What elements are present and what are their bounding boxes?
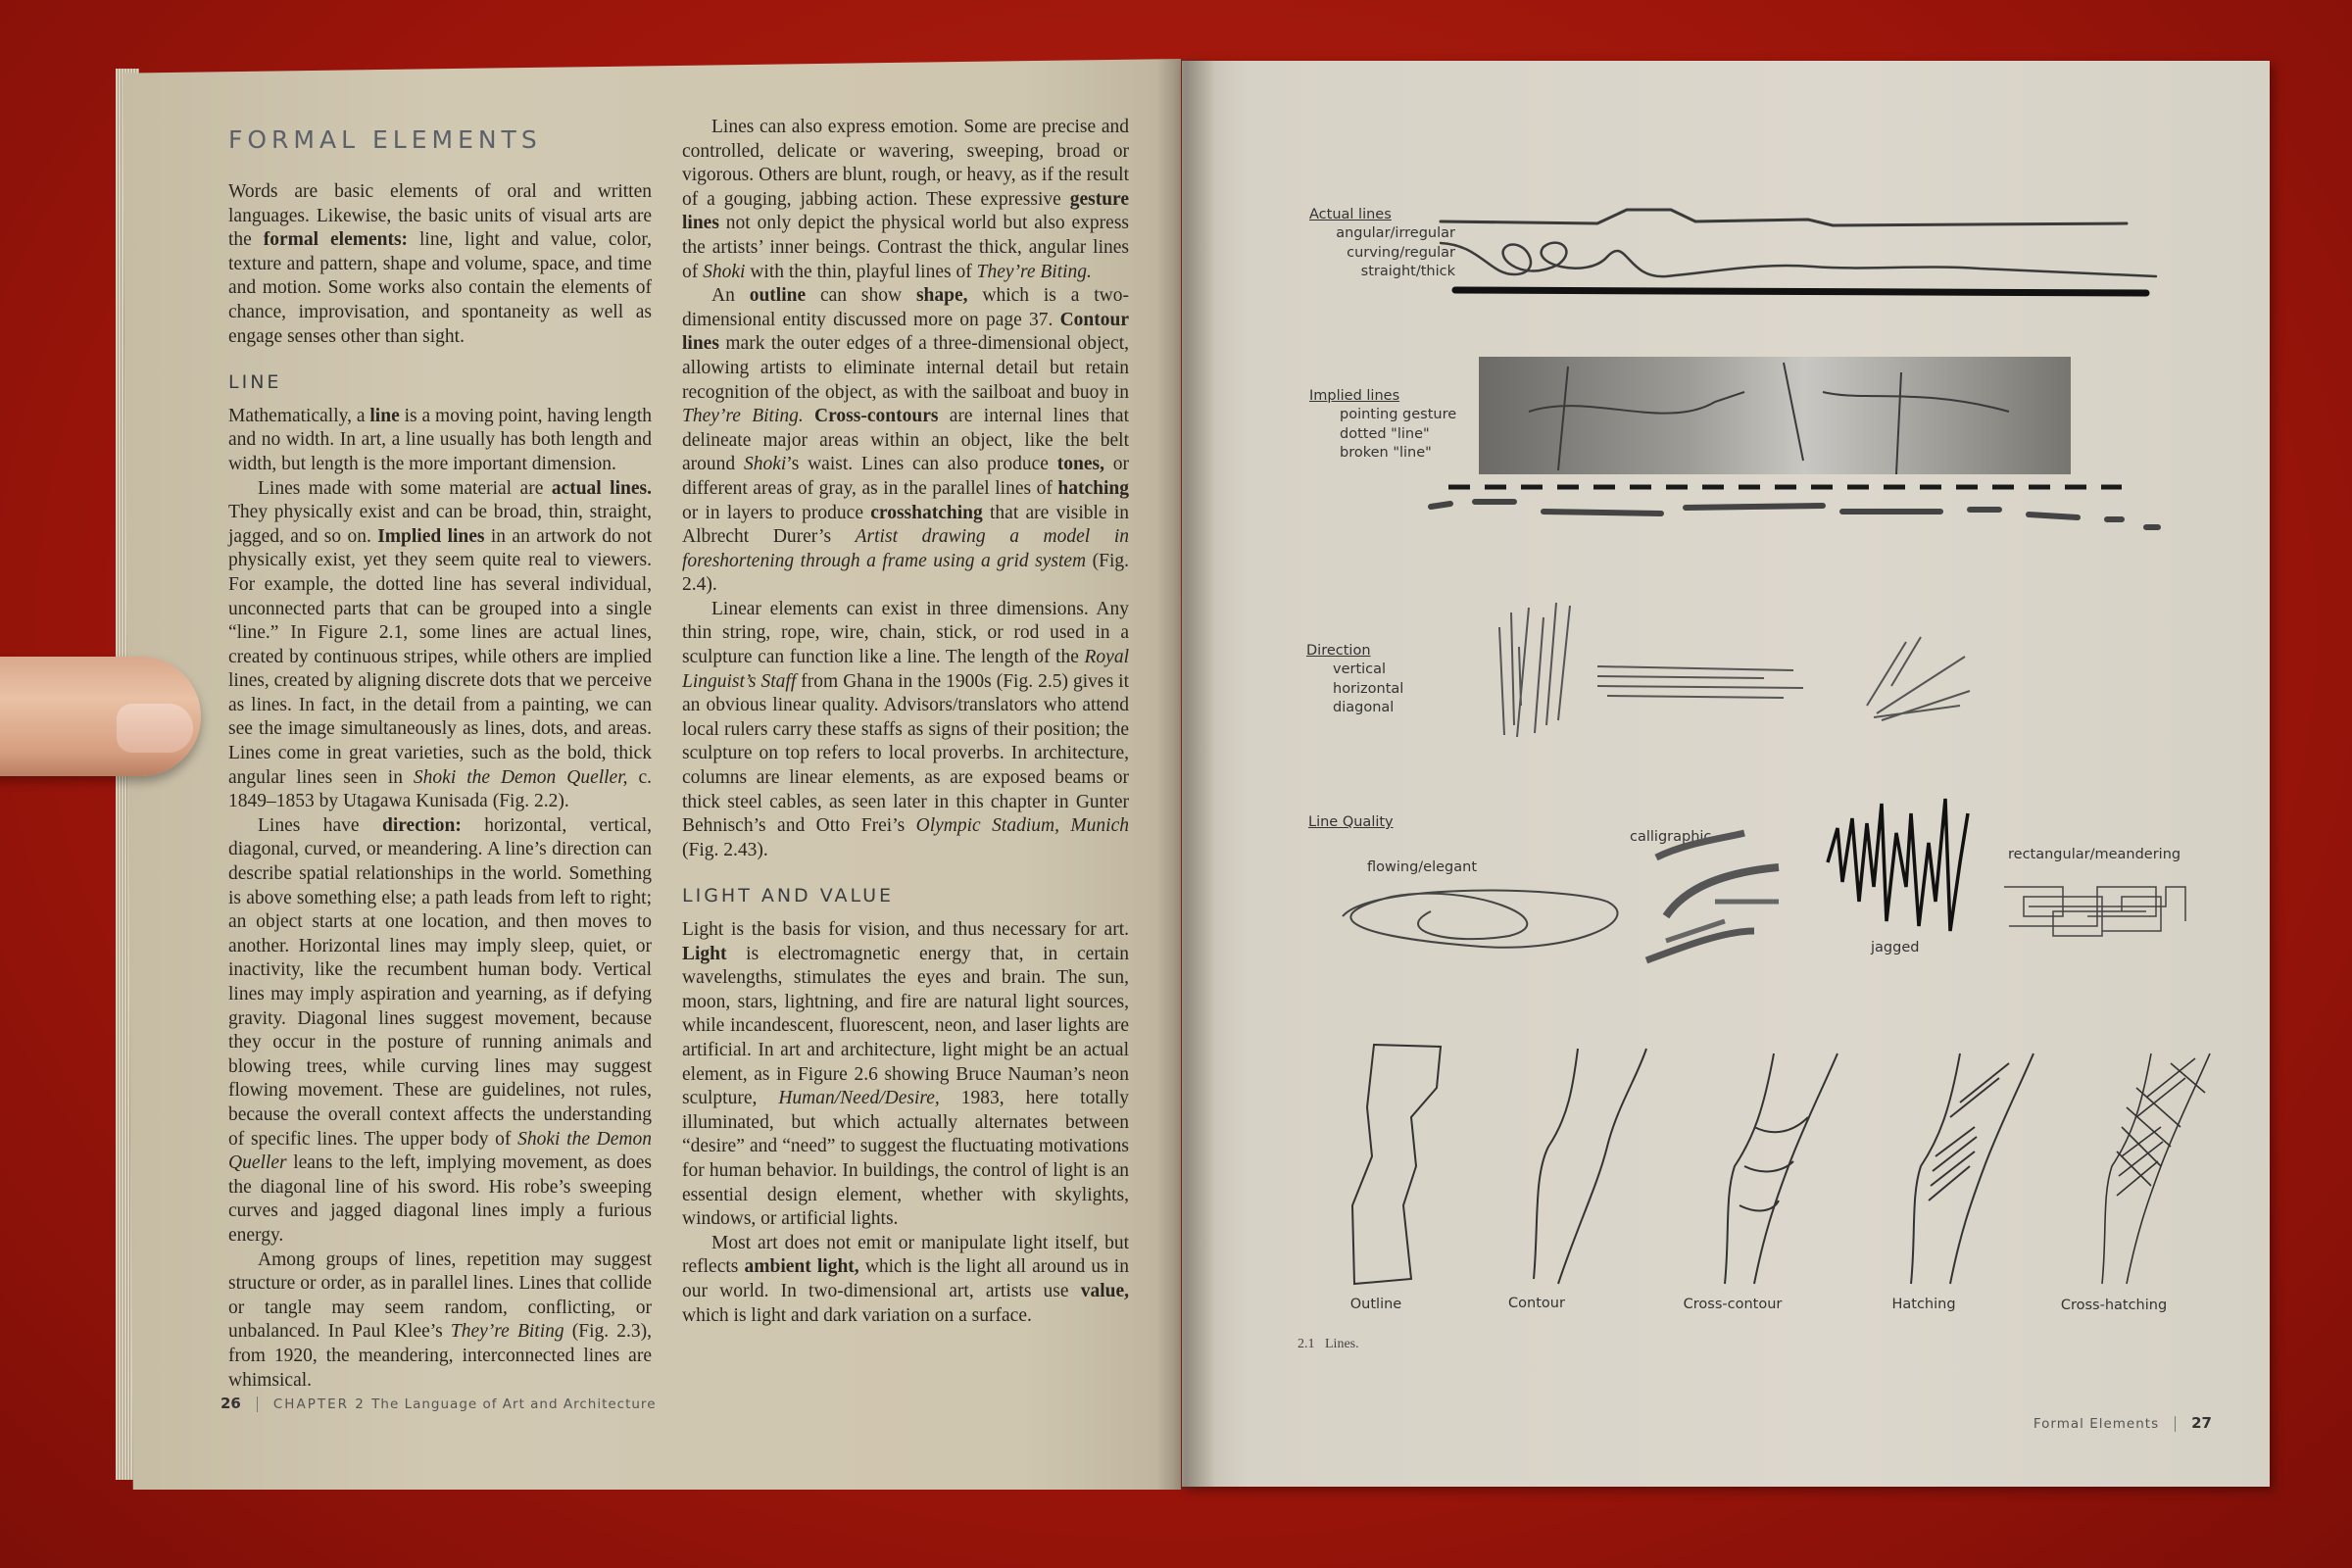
- bold-term: shape,: [915, 285, 968, 307]
- text-run: or in layers to produce: [682, 502, 871, 523]
- text-run: horizontal, vertical, diagonal, curved, or meandering. A line’s direction can describe spatial relationships in the world. Something is above something else; a path leads from left to right; an object starts at one location, and then moves to another. Horizontal lines may imply sleep, quiet, or inactivity, like the recumbent human body. Vertical lines may imply aspiration and yearning, as if defying gravity. Diagonal lines suggest movement, because they occur in the posture of running animals and blowing trees, while curving lines may suggest flowing movement. These are guidelines, not rules, because the overall context affects the understanding of specific lines. The upper body of: [228, 814, 652, 1150]
- label-straight: straight/thick: [1360, 264, 1455, 279]
- text-run: Most art does not emit or manipulate light itself, but reflects: [682, 1232, 1129, 1278]
- label-diagonal: diagonal: [1333, 700, 1395, 715]
- label-calligraphic: calligraphic: [1630, 829, 1712, 845]
- bold-term: Contour lines: [682, 309, 1129, 355]
- outline-drawing: [1352, 1045, 1441, 1284]
- text-run: is a moving point, having length and no width. In art, a line usually has both length and width, but length is the more important dimension.: [228, 405, 653, 474]
- text-run: Lines can also express emotion. Some are precise and controlled, delicate or wavering, sweeping, broad or vigorous. Others are blunt, rough, or heavy, as if the result of a gouging, jabbing action. These expressive: [682, 117, 1129, 210]
- label-angular: angular/irregular: [1336, 225, 1455, 241]
- text-run: Light is the basis for vision, and thus necessary for art.: [682, 919, 1129, 940]
- section-heading: LIGHT AND VALUE: [682, 885, 895, 907]
- italic-title: Royal Linguist’s Staff: [682, 647, 1129, 692]
- bold-term: value,: [1080, 1280, 1129, 1301]
- bold-term: actual lines.: [551, 477, 652, 499]
- bold-term: hatching: [1057, 477, 1129, 499]
- text-run: mark the outer edges of a three-dimensional object, allowing artists to eliminate internal detail but retain recognition of the object, as with the sailboat and buoy in: [682, 333, 1129, 403]
- text-run: in an artwork do not physically exist, yet they seem quite real to viewers. For example, the dotted line has several individual, unconnected parts that can be grouped into a single “line.” In Figure 2.1, some lines are actual lines, created by continuous stripes, while others are implied lines, created by aligning discrete dots that we perceive as lines. In fact, in the detail from a painting, we can see the image simultaneously as lines, dots, and areas. Lines come in great varieties, such as the bold, thick angular lines seen in: [228, 525, 652, 788]
- text-run: They physically exist and can be broad, thin, straight, jagged, and so on.: [228, 502, 652, 547]
- bold-term: direction:: [381, 814, 462, 836]
- cross-contour-drawing: [1725, 1054, 1838, 1284]
- chapter-title: The Language of Art and Architecture: [371, 1396, 657, 1412]
- label-broken: broken "line": [1340, 445, 1432, 461]
- text-run: Mathematically, a: [228, 405, 370, 426]
- text-run: not only depict the physical world but also express the artists’ inner beings. Contrast the thick, angular lines of: [682, 213, 1129, 282]
- italic-title: Shoki: [703, 261, 746, 282]
- cross-hatching-drawing: [2102, 1054, 2210, 1284]
- bold-term: crosshatching: [870, 502, 983, 523]
- text-run: Lines have: [258, 814, 382, 836]
- text-run: (Fig. 2.3), from 1920, the meandering, interconnected lines are whimsical.: [228, 1321, 653, 1391]
- label-dotted: dotted "line": [1340, 425, 1430, 442]
- italic-title: Shoki: [743, 454, 787, 475]
- italic-title: Olympic Stadium, Munich: [915, 815, 1129, 837]
- bold-term: Light: [682, 943, 727, 964]
- angular-line: [1441, 210, 2127, 225]
- section-title: FORMAL ELEMENTS: [228, 125, 542, 154]
- line-quality-heading: Line Quality: [1308, 814, 1394, 830]
- bold-term: formal elements:: [263, 229, 409, 251]
- label-cross-hatching: Cross-hatching: [2060, 1298, 2168, 1313]
- page-number: 27: [2191, 1414, 2212, 1432]
- text-run: which is the light all around us in our world. In two-dimensional art, artists use: [682, 1256, 1129, 1301]
- text-run: which is a two-dimensional entity discussed more on page 37.: [682, 285, 1130, 330]
- label-curving: curving/regular: [1347, 244, 1455, 261]
- bold-term: Implied lines: [377, 525, 485, 547]
- label-vertical: vertical: [1333, 662, 1387, 677]
- bold-term: tones,: [1056, 454, 1104, 475]
- text-run: Linear elements can exist in three dimensions. Any thin string, rope, wire, chain, stick, or rod used in a sculpture can function like a line. The length of the: [682, 598, 1129, 668]
- text-run: are internal lines that delineate major areas within an object, like the belt around: [682, 406, 1130, 475]
- text-run: 1983, here totally illuminated, but which actually alternates between “desire” and “need” to suggest the fluctuating motivations for human behavior. In buildings, the control of light is an essential design element, whether with skylights, windows, or artificial lights.: [682, 1088, 1129, 1230]
- text-run: Words are basic elements of oral and written languages. Likewise, the basic units of visual arts are the: [228, 181, 652, 251]
- italic-title: They’re Biting: [450, 1321, 564, 1343]
- section-heading: LINE: [228, 371, 282, 394]
- text-run: that are visible in Albrecht Durer’s: [682, 502, 1129, 548]
- text-run: An: [711, 285, 750, 307]
- text-run: Among groups of lines, repetition may suggest structure or order, as in parallel lines. Lines that collide or tangle may seem random, conflicting, or unbalanced. In Paul Klee’s: [228, 1249, 652, 1343]
- text-run: is electromagnetic energy that, in certain wavelengths, stimulates the eyes and brain. The sun, moon, stars, lightning, and fire are natural light sources, while incandescent, fluorescent, neon, and laser lights are artificial. In art and architecture, light might be an actual element, as in Figure 2.6 showing Bruce Nauman’s neon sculpture,: [682, 943, 1129, 1109]
- text-run: c. 1849–1853 by Utagawa Kunisada (Fig. 2.2).: [228, 766, 652, 812]
- direction-lines: [1499, 603, 1970, 737]
- label-jagged: jagged: [1871, 940, 1920, 956]
- label-cross-contour: Cross-contour: [1683, 1297, 1783, 1312]
- text-run: Lines made with some material are: [258, 477, 552, 499]
- chapter-label: CHAPTER 2: [272, 1396, 366, 1412]
- text-run: (Fig. 2.43).: [682, 839, 768, 860]
- label-hatching: Hatching: [1891, 1297, 1956, 1312]
- page-number: 26: [220, 1395, 241, 1412]
- contour-drawing: [1534, 1049, 1646, 1284]
- label-outline: Outline: [1349, 1297, 1402, 1312]
- bold-term: Cross-contours: [814, 406, 939, 427]
- text-run: with the thin, playful lines of: [745, 261, 977, 282]
- hatching-drawing: [1911, 1054, 2034, 1284]
- bold-term: outline: [749, 285, 807, 307]
- object-line-drawings: [1352, 1045, 2210, 1284]
- label-contour: Contour: [1508, 1296, 1565, 1311]
- italic-title: They’re Biting.: [976, 261, 1092, 282]
- bold-term: gesture lines: [682, 188, 1129, 234]
- italic-title: They’re Biting.: [682, 406, 804, 427]
- implied-lines-heading: Implied lines: [1309, 388, 1400, 404]
- bold-term: line: [369, 405, 400, 426]
- direction-heading: Direction: [1306, 643, 1371, 659]
- line-quality-drawings: [1343, 799, 2185, 960]
- text-run: leans to the left, implying movement, as does the diagonal line of his sword. His robe’s sweeping curves and jagged diagonal lines imply a furious energy.: [228, 1152, 652, 1246]
- bold-term: ambient light,: [744, 1256, 859, 1278]
- text-run: ’s waist. Lines can also produce: [786, 454, 1057, 475]
- italic-title: Shoki the Demon Queller,: [413, 766, 628, 788]
- text-run: line, light and value, color, texture and pattern, shape and volume, space, and time and motion. Some works also contain the elements of chance, improvisation, and spontaneity as well as engage senses other than sight.: [228, 229, 653, 347]
- caption-text: Lines.: [1325, 1337, 1359, 1351]
- italic-title: Human/Need/Desire,: [778, 1088, 940, 1109]
- label-pointing: pointing gesture: [1340, 407, 1457, 422]
- section-label: Formal Elements: [2033, 1416, 2160, 1432]
- text-run: which is light and dark variation on a surface.: [682, 1304, 1032, 1326]
- text-run: can show: [806, 285, 916, 307]
- text-run: from Ghana in the 1900s (Fig. 2.5) gives it an obvious linear quality. Advisors/translators who attend local rulers carry these staffs as signs of their position; the sculpture on top refers to local proverbs. In architecture, columns are linear elements, as are exposed beams or thick steel cables, as seen later in this chapter in Gunter Behnisch’s and Otto Frei’s: [682, 670, 1130, 837]
- italic-title: Artist drawing a model in foreshortening through a frame using a grid system: [682, 526, 1129, 571]
- broken-line: [1431, 502, 2158, 527]
- italic-title: Shoki the Demon Queller: [228, 1128, 652, 1174]
- finger: [0, 657, 201, 776]
- curving-line: [1441, 243, 2156, 277]
- straight-thick-line: [1455, 290, 2146, 293]
- label-rectangular: rectangular/meandering: [2008, 847, 2181, 862]
- label-horizontal: horizontal: [1333, 680, 1404, 697]
- label-flowing: flowing/elegant: [1367, 859, 1478, 875]
- fingernail: [117, 704, 193, 753]
- actual-lines-heading: Actual lines: [1309, 207, 1392, 222]
- text-run: or different areas of gray, as in the parallel lines of: [682, 454, 1129, 499]
- text-run: (Fig. 2.4).: [682, 550, 1129, 596]
- caption-number: 2.1: [1298, 1337, 1315, 1351]
